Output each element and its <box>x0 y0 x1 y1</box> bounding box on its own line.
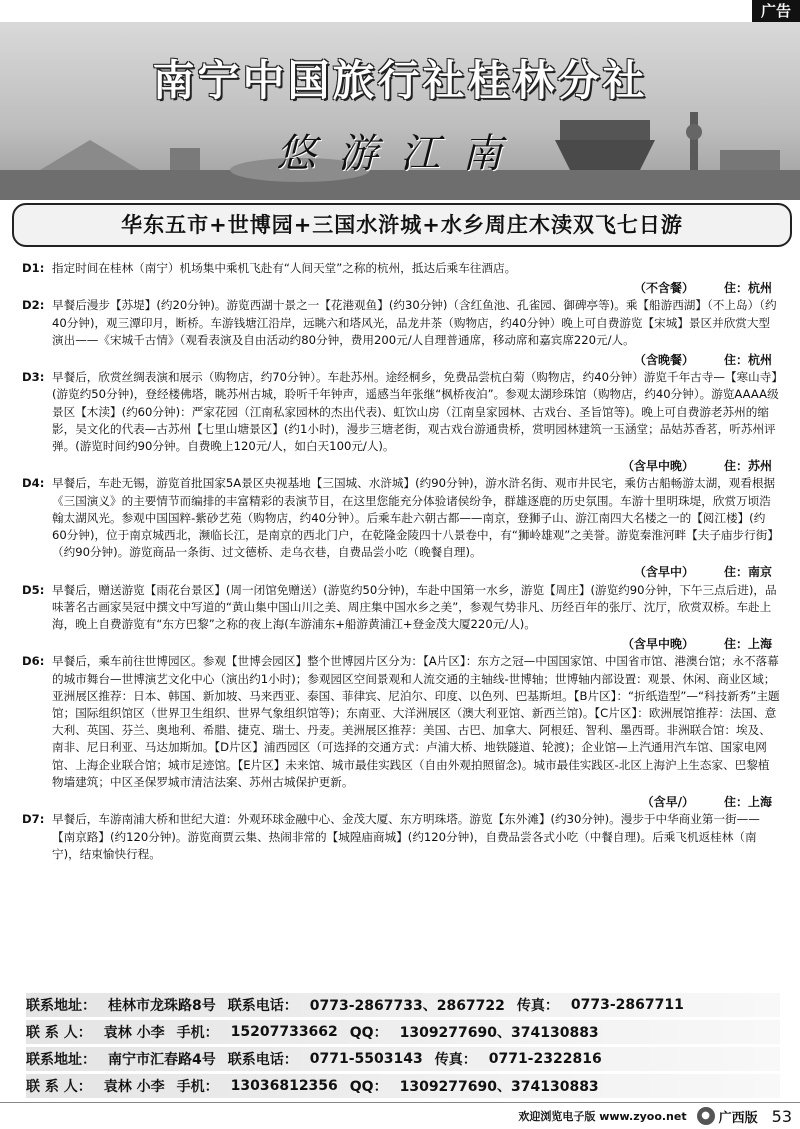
contact-row: 联系地址： 桂林市龙珠路8号 联系电话： 0773-2867733、2867722 传真： 0773-2867711 <box>26 993 780 1017</box>
page-footer <box>0 1102 800 1129</box>
itinerary <box>22 256 780 863</box>
meal-info: （含晚餐） 住：杭州 <box>633 353 772 368</box>
company-name: 南宁中国旅行社桂林分社 <box>152 56 648 105</box>
edition-label: 广西版 <box>718 1110 758 1126</box>
itinerary-day: D7: 早餐后，车游南浦大桥和世纪大道：外观环球金融中心、金茂大厦、东方明珠塔。游览【东外滩】(约30分钟)。漫步于中华商业第一街——【南京路】(约120分钟)。游览商贾云集、热闹非常的【城隍庙商城】(约120分钟)，自费品尝各式小吃（中餐自理)。后乘飞机返桂林（南宁)，结束愉快行程。 <box>22 812 760 861</box>
contact-block <box>26 993 780 1101</box>
contact-row: 联 系 人： 袁林 小李 手机： 13036812356 QQ： 1309277690、374130883 <box>26 1074 780 1098</box>
meal-info: （不含餐） 住：杭州 <box>633 281 772 296</box>
contact-row: 联系地址： 南宁市汇春路4号 联系电话： 0771-5503143 传真： 0771-2322816 <box>26 1047 780 1071</box>
meal-info: （含早中晚） 住：苏州 <box>621 459 772 474</box>
header-banner <box>0 22 800 200</box>
itinerary-day: D5: 早餐后，赠送游览【雨花台景区】(周一闭馆免赠送）(游览约50分钟)，车赴中国第一水乡，游览【周庄】(游览约90分钟，下午三点后进)，品味著名古画家吴冠中撰文中写道的“黄山集中国山川之美、周庄集中国水乡之美”，参观气势非凡、历经百年的张厅、沈厅，欣赏双桥。车赴上海，晚上自费游览有“东方巴黎”之称的夜上海(车游浦东+船游黄浦江+登金茂大厦220元/人)。 <box>22 582 777 632</box>
itinerary-day: D6: 早餐后，乘车前往世博园区。参观【世博会园区】整个世博园片区分为：【A片区】：东方之冠—中国国家馆、中国省市馆、港澳台馆；永不落幕的城市舞台—世博演艺文化中心（演出约1小时)；参观园区空间景观和人流交通的主轴线-世博轴；世博轴内部设置：观景、休闲、商业区域；亚洲展区推荐：日本、韩国、新加坡、马来西亚、泰国、菲律宾、尼泊尔、印度、以色列、巴基斯坦。【B片区】：“折纸造型”—“科技新秀”主题馆；国际组织馆区（世界卫生组织、世界气象组织馆等)；东南亚、大洋洲展区（澳大利亚馆、新西兰馆)。【C片区】：欧洲展馆推荐：法国、意大利、英国、芬兰、奥地利、希腊、捷克、瑞士、丹麦。美洲展区推荐：美国、古巴、加拿大、阿根廷、智利、墨西哥。非洲联合馆：埃及、南非、尼日利亚、马达加斯加。【D片区】浦西园区（可选择的交通方式：卢浦大桥、地铁隧道、轮渡)；企业馆—上汽通用汽车馆、国家电网馆、上海企业联合馆；城市足迹馆。【E片区】未来馆、城市最佳实践区（自由外观拍照留念)。城市最佳实践区-北区上海沪上生态家、巴黎植物墙建筑；中区圣保罗城市清洁法案、苏州古城保护更新。 <box>22 654 780 789</box>
tour-subtitle: 悠游江南 <box>276 131 524 177</box>
meal-info: （含早中） 住：南京 <box>633 565 772 580</box>
page-number: 53 <box>771 1106 792 1126</box>
contact-row: 联 系 人： 袁林 小李 手机： 15207733662 QQ： 1309277690、374130883 <box>26 1020 780 1044</box>
tour-title: 华东五市+世博园+三国水浒城+水乡周庄木渎双飞七日游 <box>12 203 792 247</box>
itinerary-day: D1: 指定时间在桂林（南宁）机场集中乘机飞赴有“人间天堂”之称的杭州，抵达后乘车往酒店。 <box>22 261 517 275</box>
itinerary-day: D3: 早餐后，欣赏丝绸表演和展示（购物店，约70分钟）。车赴苏州。途经桐乡，免费品尝杭白菊（购物店，约40分钟）游览千年古寺—【寒山寺】(游览约50分钟)，登经楼佛塔，眺苏州古城，聆听千年钟声，遥感当年张继“枫桥夜泊”。参观太湖珍珠馆（购物店，约40分钟）。游览AAAA级景区【木渎】(约60分钟)：严家花园（江南私家园林的杰出代表)、虹饮山房（江南皇家园林、古戏台、圣旨馆等)。晚上可自费游老苏州的缩影，吴文化的代表—古苏州【七里山塘景区】(约1小时)，漫步三塘老街，观古戏台游通贵桥，赏明园林建筑一玉涵堂；品姑苏香茗，听苏州评弹。(游览时间约90分钟。自费晚上120元/人，如白天100元/人)。 <box>22 370 779 454</box>
meal-info: （含早/） 住：上海 <box>641 795 772 810</box>
itinerary-day: D2: 早餐后漫步【苏堤】(约20分钟)。游览西湖十景之一【花港观鱼】(约30分钟)（含红鱼池、孔雀园、御碑亭等)。乘【船游西湖】（不上岛）（约40分钟)，观三潭印月，断桥。车游钱塘江沿岸，远眺六和塔风光，品龙井茶（购物店，约40分钟）晚上可自费游览【宋城】景区并欣赏大型演出——《宋城千古情》（观看表演及自由活动约80分钟，费用200元/人自理普通席，移动席和嘉宾席220元/人。 <box>22 298 777 347</box>
itinerary-day: D4: 早餐后，车赴无锡，游览首批国家5A景区央视基地【三国城、水浒城】(约90分钟)，游水浒名街、观市井民宅，乘仿古船畅游太湖，观看根据《三国演义》的主要情节而编排的丰富精彩的表演节目，在这里您能充分体验诸侯纷争，群雄逐鹿的历史氛围。车游十里明珠堤，欣赏万顷浩翰太湖风光。参观中国国粹-紫砂艺苑（购物店，约40分钟）。后乘车赴六朝古都——南京，登狮子山、游江南四大名楼之一的【阅江楼】(约60分钟)，位于南京城西北，濒临长江，是南京的西北门户，在乾隆金陵四十八景卷中，有“狮岭雄观”之美誉。游览秦淮河畔【夫子庙步行街】（约90分钟)。游览商品一条街、过文德桥、走乌衣巷，自费品尝小吃（晚餐自理)。 <box>22 476 779 560</box>
ad-label: 广告 <box>752 0 800 22</box>
meal-info: （含早中晚） 住：上海 <box>621 637 772 652</box>
site-link[interactable]: 欢迎浏览电子版 www.zyoo.net <box>518 1110 687 1123</box>
logo-icon: ● <box>697 1107 715 1125</box>
